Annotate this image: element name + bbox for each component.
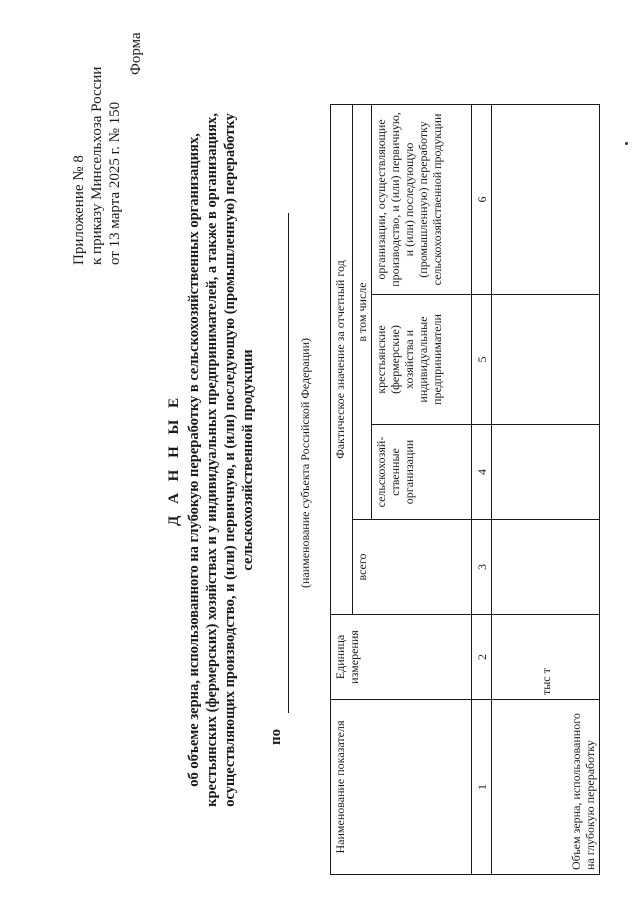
document-title [165,110,257,810]
header-including: в том числе [353,104,372,519]
data-table [330,104,600,875]
title-line-4: сельскохозяйственной продукции [240,349,256,571]
region-caption: (наименование субъекта Российской Федерации) [298,337,312,589]
region-input-line[interactable] [288,213,289,713]
scan-speck [625,142,628,145]
row-indicator: Объем зерна, использованного на глубокую переработку [492,700,600,875]
row-farms-cell[interactable] [492,295,600,425]
header-indicator: Наименование показателя [331,700,472,875]
header-total: всего [353,520,472,615]
header-row-1 [331,104,353,874]
title-heading: Д А Н Н Ы Е [166,394,182,526]
region-label: по [268,728,284,745]
header-actual-value: Фактическое значение за отчетный год [331,104,353,614]
header-farms: крестьянские (фермерские) хозяйства и индивидуальные предприниматели [372,295,472,425]
appendix-block [70,15,124,265]
row-agri-orgs-cell[interactable] [492,425,600,520]
column-number: 2 [472,615,492,700]
column-number: 1 [472,700,492,875]
appendix-date: от 13 марта 2025 г. № 150 [107,101,123,265]
column-number: 4 [472,425,492,520]
region-field [268,185,312,745]
row-processing-orgs-cell[interactable] [492,104,600,294]
title-line-2: крестьянских (фермерских) хозяйствах и у индивидуальных предпринимателей, а также в организациях, [204,113,220,807]
table-row [492,104,600,874]
column-number: 6 [472,104,492,294]
form-label: Форма [128,32,144,75]
column-number: 3 [472,520,492,615]
header-processing-orgs: организации, осуществляющие производство, и (или) первичную, и (или) последующую (промышленную) переработку сельскохозяйственной продукции [372,104,472,294]
title-line-3: осуществляющих производство, и (или) первичную, и (или) последующую (промышленную) переработку [222,113,238,807]
header-unit: Единица измерения [331,615,472,700]
header-agri-orgs: сельскохозяй-ственные организации [372,425,472,520]
appendix-number: Приложение № 8 [71,155,87,265]
row-unit: тыс т [492,615,600,700]
column-number: 5 [472,295,492,425]
row-total-cell[interactable] [492,520,600,615]
title-line-1: об объеме зерна, использованного на глубокую переработку в сельскохозяйственных организациях, [186,133,202,787]
appendix-order: к приказу Минсельхоза России [89,66,105,265]
column-number-row [472,104,492,874]
